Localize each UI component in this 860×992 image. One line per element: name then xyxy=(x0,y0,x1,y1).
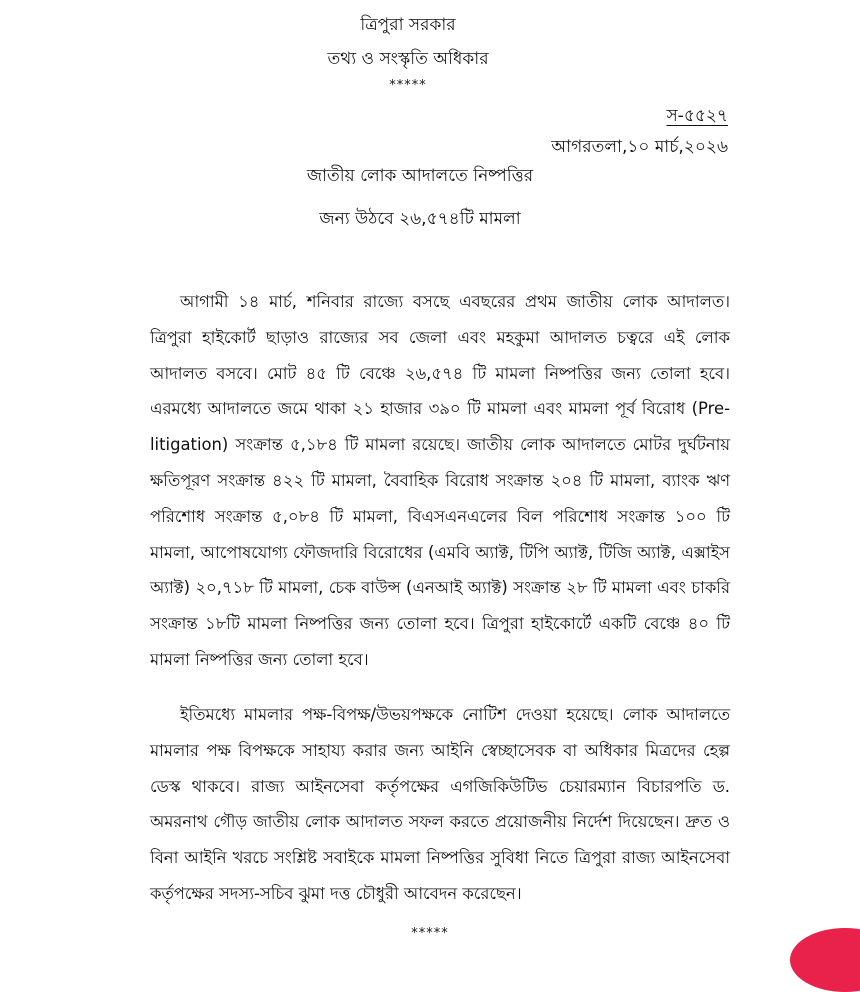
separator-bottom: ***** xyxy=(411,926,449,941)
department-name: তথ্য ও সংস্কৃতি অধিকার xyxy=(327,49,489,69)
headline-line-1: জাতীয় লোক আদালতে নিষ্পত্তির xyxy=(306,166,534,186)
organization-name: ত্রিপুরা সরকার xyxy=(360,15,456,35)
separator-top: ***** xyxy=(389,78,427,93)
reference-number: স-৫৫২৭ xyxy=(666,106,728,126)
place-date: আগরতলা,১০ মার্চ,২০২৬ xyxy=(551,137,728,157)
body-paragraph-2: ইতিমধ্যে মামলার পক্ষ-বিপক্ষ/উভয়পক্ষকে নোটিশ দেওয়া হয়েছে। লোক আদালতে মামলার পক্ষ বিপক্ষকে সাহায্য করার জন্য আইনি স্বেচ্ছাসেবক বা অধিকার মিত্রদের হেল্প ডেস্ক থাকবে। রাজ্য আইনসেবা কর্তৃপক্ষের এগজিকিউটিভ চেয়ারম্যান বিচারপতি ড. অমরনাথ গৌড় জাতীয় লোক আদালত সফল করতে প্রয়োজনীয় নির্দেশ দিয়েছেন। দ্রুত ও বিনা আইনি খরচে সংশ্লিষ্ট সবাইকে মামলা নিষ্পত্তির সুবিধা নিতে ত্রিপুরা রাজ্য আইনসেবা কর্তৃপক্ষের সদস্য-সচিব ঝুমা দত্ত চৌধুরী আবেদন করেছেন। xyxy=(150,705,730,903)
headline-line-2: জন্য উঠবে ২৬,৫৭৪টি মামলা xyxy=(319,209,521,229)
body-paragraph-1: আগামী ১৪ মার্চ, শনিবার রাজ্যে বসছে এবছরের প্রথম জাতীয় লোক আদালত। ত্রিপুরা হাইকোর্ট ছাড়াও রাজ্যের সব জেলা এবং মহকুমা আদালত চত্বরে এই লোক আদালত বসবে। মোট ৪৫ টি বেঞ্চে ২৬,৫৭৪ টি মামলা নিষ্পত্তির জন্য তোলা হবে। এরমধ্যে আদালতে জমে থাকা ২১ হাজার ৩৯০ টি মামলা এবং মামলা পূর্ব বিরোধ (Pre-litigation) সংক্রান্ত ৫,১৮৪ টি মামলা রয়েছে। জাতীয় লোক আদালতে মোটর দুর্ঘটনায় ক্ষতিপূরণ সংক্রান্ত ৪২২ টি মামলা, বৈবাহিক বিরোধ সংক্রান্ত ২০৪ টি মামলা, ব্যাংক ঋণ পরিশোধ সংক্রান্ত ৫,০৮৪ টি মামলা, বিএসএনএলের বিল পরিশোধ সংক্রান্ত ১০০ টি মামলা, আপোষযোগ্য ফৌজদারি বিরোধের (এমবি অ্যাক্ট, টিপি অ্যাক্ট, টিজি অ্যাক্ট, এক্সাইস অ্যাক্ট) ২০,৭১৮ টি মামলা, চেক বাউন্স (এনআই অ্যাক্ট) সংক্রান্ত ২৮ টি মামলা এবং চাকরি সংক্রান্ত ১৮টি মামলা নিষ্পত্তির জন্য তোলা হবে। ত্রিপুরা হাইকোর্টে একটি বেঞ্চে ৪০ টি মামলা নিষ্পত্তির জন্য তোলা হবে। xyxy=(150,292,730,669)
